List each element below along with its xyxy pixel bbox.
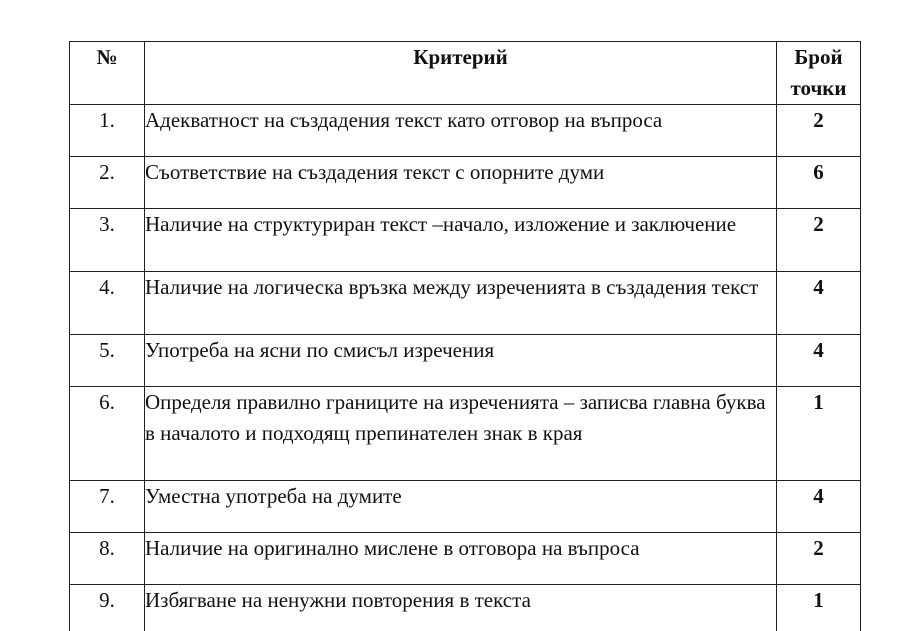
- points-header-line2: точки: [790, 76, 847, 100]
- row-number: 8.: [70, 533, 145, 585]
- table-row: [70, 105, 861, 157]
- row-points: 2: [777, 533, 861, 585]
- table-row: [70, 335, 861, 387]
- points-header: [777, 42, 861, 105]
- row-points: 2: [777, 105, 861, 157]
- row-number: 7.: [70, 481, 145, 533]
- row-points: 4: [777, 481, 861, 533]
- number-header: №: [70, 42, 145, 105]
- row-points: 2: [777, 209, 861, 272]
- table-row: [70, 157, 861, 209]
- row-criterion: Уместна употреба на думите: [145, 481, 777, 533]
- table-row: [70, 481, 861, 533]
- table-row: [70, 209, 861, 272]
- table-row: [70, 387, 861, 481]
- table-row: [70, 585, 861, 631]
- row-number: 5.: [70, 335, 145, 387]
- row-number: 3.: [70, 209, 145, 272]
- row-points: 6: [777, 157, 861, 209]
- row-criterion: Съответствие на създадения текст с опорните думи: [145, 157, 777, 209]
- row-number: 6.: [70, 387, 145, 481]
- row-criterion: Адекватност на създадения текст като отговор на въпроса: [145, 105, 777, 157]
- row-points: 4: [777, 272, 861, 335]
- row-criterion: Определя правилно границите на изреченията – записва главна буква в началото и подходящ препинателен знак в края: [145, 387, 777, 481]
- table-row: [70, 533, 861, 585]
- row-criterion: Наличие на структуриран текст –начало, изложение и заключение: [145, 209, 777, 272]
- row-criterion: Наличие на оригинално мислене в отговора на въпроса: [145, 533, 777, 585]
- row-points: 1: [777, 585, 861, 631]
- criterion-header: Критерий: [145, 42, 777, 105]
- row-points: 1: [777, 387, 861, 481]
- table-row: [70, 272, 861, 335]
- row-criterion: Избягване на ненужни повторения в текста: [145, 585, 777, 631]
- row-criterion: Наличие на логическа връзка между изреченията в създадения текст: [145, 272, 777, 335]
- row-points: 4: [777, 335, 861, 387]
- row-number: 2.: [70, 157, 145, 209]
- row-number: 4.: [70, 272, 145, 335]
- row-number: 1.: [70, 105, 145, 157]
- criteria-table: [69, 41, 861, 631]
- points-header-line1: Брой: [794, 45, 843, 69]
- row-criterion: Употреба на ясни по смисъл изречения: [145, 335, 777, 387]
- row-number: 9.: [70, 585, 145, 631]
- header-row: [70, 42, 861, 105]
